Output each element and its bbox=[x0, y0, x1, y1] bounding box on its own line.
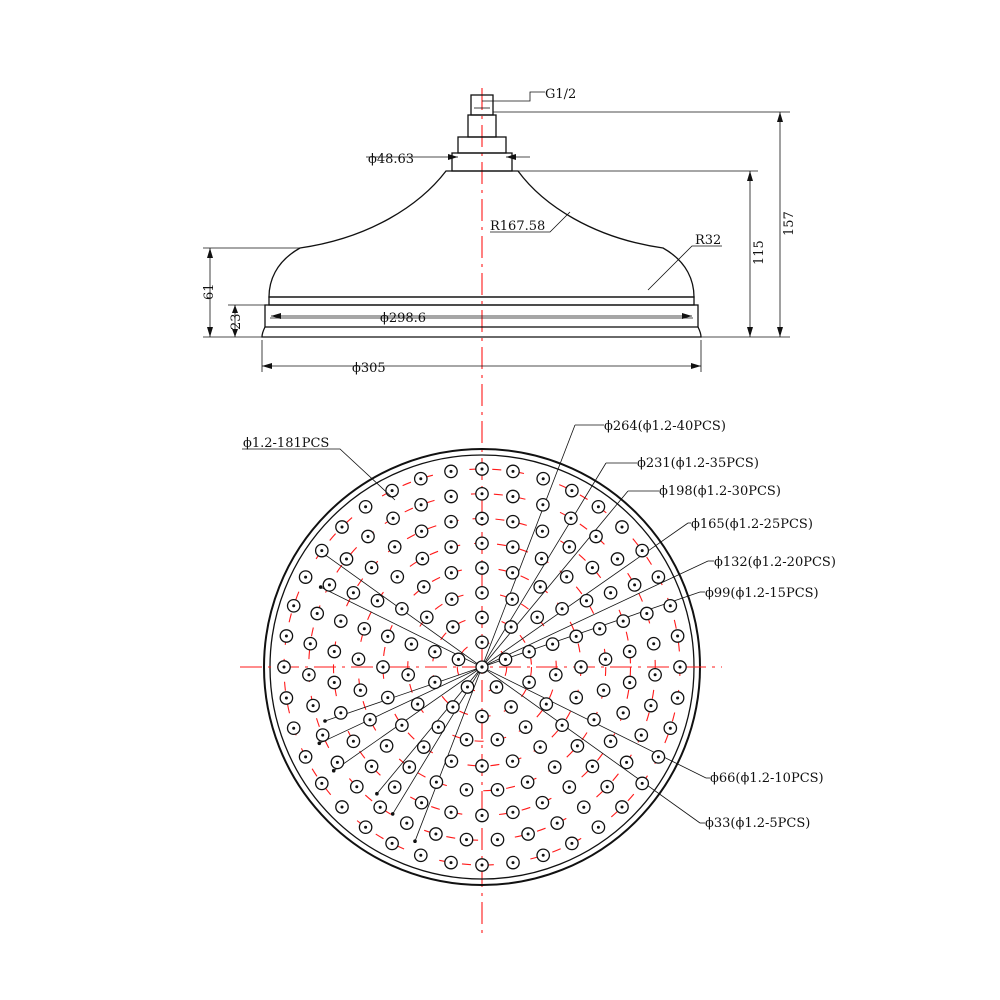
nozzle-dot-198-10 bbox=[609, 740, 612, 743]
nozzle-dot-99-4 bbox=[554, 673, 557, 676]
nozzle-dot-165-4 bbox=[585, 599, 588, 602]
nozzle-dot-132-4 bbox=[575, 635, 578, 638]
nozzle-dot-231-18 bbox=[465, 838, 468, 841]
nozzle-dot-66-1 bbox=[510, 626, 513, 629]
nozzle-dot-165-18 bbox=[359, 689, 362, 692]
nozzle-dot-231-4 bbox=[595, 535, 598, 538]
nozzle-dot-198-0 bbox=[481, 517, 484, 520]
side-height-dimension bbox=[202, 248, 300, 337]
nozzle-dot-264-8 bbox=[669, 604, 672, 607]
nozzle-dot-165-9 bbox=[576, 744, 579, 747]
total-holes-label: ϕ1.2-181PCS bbox=[243, 436, 330, 451]
nozzle-dot-66-9 bbox=[451, 626, 454, 629]
nozzle-dot-198-1 bbox=[511, 520, 514, 523]
nozzle-dot-231-19 bbox=[434, 833, 437, 836]
nozzle-dot-198-26 bbox=[370, 566, 373, 569]
nozzle-dot-198-5 bbox=[609, 591, 612, 594]
nozzle-dot-165-7 bbox=[602, 689, 605, 692]
nozzle-dot-198-20 bbox=[352, 740, 355, 743]
nozzle-dot-264-5 bbox=[621, 526, 624, 529]
nozzle-dot-231-9 bbox=[654, 673, 657, 676]
nozzle-dot-264-30 bbox=[283, 666, 286, 669]
nozzle-dot-66-6 bbox=[451, 706, 454, 709]
nozzle-dot-66-0 bbox=[481, 616, 484, 619]
nozzle-dot-231-0 bbox=[481, 492, 484, 495]
leader-arrow-66 bbox=[319, 585, 323, 589]
nozzle-dot-99-6 bbox=[524, 726, 527, 729]
nozzle-dot-66-3 bbox=[528, 681, 531, 684]
nozzle-dot-264-32 bbox=[292, 604, 295, 607]
nozzle-dot-198-27 bbox=[393, 545, 396, 548]
nozzle-dot-99-13 bbox=[425, 616, 428, 619]
nozzle-dot-264-27 bbox=[304, 755, 307, 758]
thread-dimension bbox=[482, 87, 790, 112]
nozzle-dot-264-24 bbox=[364, 826, 367, 829]
nozzle-dot-132-17 bbox=[400, 607, 403, 610]
nozzle-dot-165-24 bbox=[450, 546, 453, 549]
nozzle-dot-165-22 bbox=[396, 575, 399, 578]
nozzle-dot-132-15 bbox=[382, 666, 385, 669]
nozzle-dot-132-8 bbox=[539, 746, 542, 749]
nozzle-dot-99-2 bbox=[536, 616, 539, 619]
dome-radius-label: R167.58 bbox=[490, 219, 546, 234]
nozzle-dot-165-17 bbox=[369, 718, 372, 721]
nozzle-dot-264-25 bbox=[341, 806, 344, 809]
nozzle-dot-165-16 bbox=[385, 744, 388, 747]
nozzle-dot-165-0 bbox=[481, 542, 484, 545]
center-nozzle-dot bbox=[480, 665, 483, 668]
nozzle-dot-231-15 bbox=[556, 822, 559, 825]
nozzle-dot-264-11 bbox=[676, 697, 679, 700]
nozzle-dot-132-18 bbox=[422, 585, 425, 588]
nozzle-dot-66-2 bbox=[528, 650, 531, 653]
nozzle-dot-264-36 bbox=[364, 505, 367, 508]
nozzle-dot-264-6 bbox=[641, 549, 644, 552]
nozzle-dot-132-13 bbox=[400, 724, 403, 727]
nozzle-dot-264-38 bbox=[419, 477, 422, 480]
nozzle-dot-198-21 bbox=[339, 711, 342, 714]
total-height-label: 157 bbox=[782, 211, 797, 236]
leader-line-132 bbox=[319, 561, 708, 743]
nozzle-dot-99-14 bbox=[450, 598, 453, 601]
total-holes-callout bbox=[242, 436, 395, 500]
ring-callouts bbox=[604, 419, 836, 831]
nozzle-dot-165-19 bbox=[357, 658, 360, 661]
nozzle-dot-264-35 bbox=[341, 526, 344, 529]
nozzle-dot-99-11 bbox=[407, 673, 410, 676]
rim-diameter-label: ϕ298.6 bbox=[380, 311, 427, 326]
nozzle-dot-99-5 bbox=[545, 703, 548, 706]
nozzle-dot-66-5 bbox=[481, 715, 484, 718]
nozzle-dot-231-5 bbox=[616, 558, 619, 561]
nozzle-dot-66-4 bbox=[510, 706, 513, 709]
nozzle-dot-231-17 bbox=[496, 838, 499, 841]
nozzle-dot-264-10 bbox=[679, 666, 682, 669]
nozzle-dot-231-14 bbox=[582, 806, 585, 809]
nozzle-dot-33-3 bbox=[466, 686, 469, 689]
nozzle-dot-264-7 bbox=[657, 576, 660, 579]
nozzle-dot-231-30 bbox=[345, 558, 348, 561]
nozzle-dot-198-19 bbox=[370, 765, 373, 768]
nozzle-dot-231-10 bbox=[649, 704, 652, 707]
nozzle-dot-198-23 bbox=[333, 650, 336, 653]
leader-arrow-264 bbox=[413, 839, 417, 843]
nozzle-dot-264-3 bbox=[570, 489, 573, 492]
nozzle-dot-165-21 bbox=[376, 599, 379, 602]
total-height-dimension bbox=[701, 112, 797, 337]
nozzle-dot-165-2 bbox=[540, 557, 543, 560]
nozzle-dot-132-19 bbox=[450, 571, 453, 574]
nozzle-dot-132-14 bbox=[386, 696, 389, 699]
nozzle-dot-198-14 bbox=[511, 811, 514, 814]
nozzle-dot-264-33 bbox=[304, 576, 307, 579]
nozzle-dot-264-19 bbox=[512, 861, 515, 864]
nozzle-dot-132-2 bbox=[539, 585, 542, 588]
nozzle-dot-198-6 bbox=[622, 620, 625, 623]
ring-label-264: ϕ264(ϕ1.2-40PCS) bbox=[604, 419, 726, 434]
nozzle-dot-264-21 bbox=[450, 861, 453, 864]
nozzle-dot-264-13 bbox=[657, 755, 660, 758]
side-view bbox=[202, 87, 797, 935]
ring-label-165: ϕ165(ϕ1.2-25PCS) bbox=[691, 517, 813, 532]
nozzle-dot-198-25 bbox=[352, 591, 355, 594]
rim-height-label: 23 bbox=[229, 313, 244, 330]
nozzle-dot-132-0 bbox=[481, 567, 484, 570]
nozzle-dot-33-4 bbox=[457, 658, 460, 661]
nozzle-dot-198-11 bbox=[591, 765, 594, 768]
nozzle-dot-264-1 bbox=[512, 470, 515, 473]
nozzle-dot-198-12 bbox=[568, 786, 571, 789]
nozzle-dot-132-1 bbox=[511, 571, 514, 574]
nozzle-dot-198-16 bbox=[450, 811, 453, 814]
ring-label-198: ϕ198(ϕ1.2-30PCS) bbox=[659, 484, 781, 499]
nozzle-dot-165-11 bbox=[526, 781, 529, 784]
nozzle-dot-231-25 bbox=[312, 704, 315, 707]
nozzle-dot-264-0 bbox=[481, 468, 484, 471]
nozzle-dot-264-2 bbox=[542, 477, 545, 480]
nozzle-dot-132-6 bbox=[575, 696, 578, 699]
leader-arrow-231 bbox=[391, 812, 395, 816]
nozzle-dot-231-6 bbox=[633, 583, 636, 586]
nozzle-dot-66-8 bbox=[433, 650, 436, 653]
ring-label-33: ϕ33(ϕ1.2-5PCS) bbox=[705, 816, 811, 831]
nozzle-dot-99-12 bbox=[410, 643, 413, 646]
thread-label: G1/2 bbox=[545, 87, 577, 102]
ring-label-66: ϕ66(ϕ1.2-10PCS) bbox=[710, 771, 824, 786]
nozzle-dot-33-1 bbox=[504, 658, 507, 661]
nozzle-dot-99-9 bbox=[437, 726, 440, 729]
neck-diameter-dimension bbox=[366, 152, 530, 167]
nozzle-dot-231-31 bbox=[367, 535, 370, 538]
nozzle-dot-132-3 bbox=[561, 607, 564, 610]
nozzle-dot-264-12 bbox=[669, 727, 672, 730]
nozzle-dot-198-22 bbox=[333, 681, 336, 684]
nozzle-dot-165-8 bbox=[593, 718, 596, 721]
leader-arrow-198 bbox=[375, 792, 379, 796]
nozzle-dot-231-7 bbox=[645, 612, 648, 615]
nozzle-dot-99-0 bbox=[481, 591, 484, 594]
nozzle-dot-231-22 bbox=[355, 785, 358, 788]
nozzle-dot-264-4 bbox=[597, 505, 600, 508]
nozzle-dot-198-4 bbox=[591, 566, 594, 569]
nozzle-dot-264-23 bbox=[391, 842, 394, 845]
nozzle-dot-132-11 bbox=[450, 760, 453, 763]
nozzle-dot-198-24 bbox=[339, 620, 342, 623]
nozzle-dot-231-1 bbox=[511, 495, 514, 498]
nozzle-dot-132-12 bbox=[422, 746, 425, 749]
fillet-radius-label: R32 bbox=[695, 233, 722, 248]
nozzle-dot-231-26 bbox=[307, 673, 310, 676]
nozzle-dot-231-13 bbox=[606, 785, 609, 788]
leader-arrow-132 bbox=[318, 742, 322, 746]
nozzle-dot-264-9 bbox=[676, 635, 679, 638]
nozzle-dot-165-12 bbox=[496, 788, 499, 791]
nozzle-dot-198-7 bbox=[628, 650, 631, 653]
nozzle-dot-231-3 bbox=[569, 517, 572, 520]
side-height-label: 61 bbox=[202, 283, 217, 300]
nozzle-dot-231-16 bbox=[527, 833, 530, 836]
nozzle-dot-66-7 bbox=[433, 681, 436, 684]
ring-label-99: ϕ99(ϕ1.2-15PCS) bbox=[705, 586, 819, 601]
leader-arrow-165 bbox=[332, 769, 336, 773]
ring-label-231: ϕ231(ϕ1.2-35PCS) bbox=[637, 456, 759, 471]
nozzle-dot-132-9 bbox=[511, 760, 514, 763]
nozzle-dot-165-20 bbox=[363, 627, 366, 630]
nozzle-dot-264-28 bbox=[292, 727, 295, 730]
nozzle-dot-231-21 bbox=[379, 806, 382, 809]
nozzle-dot-264-20 bbox=[481, 864, 484, 867]
nozzle-dot-264-26 bbox=[320, 782, 323, 785]
nozzle-dot-198-2 bbox=[541, 530, 544, 533]
nozzle-dot-231-24 bbox=[321, 734, 324, 737]
nozzle-dot-231-29 bbox=[328, 583, 331, 586]
nozzle-dot-99-1 bbox=[511, 598, 514, 601]
nozzle-dot-198-13 bbox=[541, 801, 544, 804]
nozzle-dot-231-8 bbox=[652, 642, 655, 645]
nozzle-dot-132-16 bbox=[386, 635, 389, 638]
dome-radius-dimension bbox=[490, 212, 570, 234]
nozzle-dot-264-14 bbox=[641, 782, 644, 785]
nozzle-dot-264-37 bbox=[391, 489, 394, 492]
base-diameter-label: ϕ305 bbox=[352, 361, 386, 376]
nozzle-dot-231-27 bbox=[309, 642, 312, 645]
nozzle-dot-99-7 bbox=[496, 738, 499, 741]
nozzle-dot-198-29 bbox=[450, 520, 453, 523]
nozzle-dot-165-14 bbox=[435, 781, 438, 784]
nozzle-dot-264-22 bbox=[419, 854, 422, 857]
nozzle-dot-198-3 bbox=[568, 545, 571, 548]
nozzle-dot-231-11 bbox=[640, 734, 643, 737]
nozzle-dot-198-9 bbox=[622, 711, 625, 714]
nozzle-dot-165-13 bbox=[465, 788, 468, 791]
leader-arrow-99 bbox=[323, 719, 327, 723]
nozzle-dot-198-17 bbox=[420, 801, 423, 804]
nozzle-dot-165-5 bbox=[598, 627, 601, 630]
nozzle-dot-231-28 bbox=[316, 612, 319, 615]
nozzle-dot-99-8 bbox=[465, 738, 468, 741]
fillet-radius-dimension bbox=[648, 233, 722, 290]
nozzle-dot-198-8 bbox=[628, 681, 631, 684]
nozzle-dot-132-7 bbox=[561, 724, 564, 727]
nozzle-dot-231-12 bbox=[625, 761, 628, 764]
nozzle-dot-33-0 bbox=[481, 641, 484, 644]
nozzle-dot-165-23 bbox=[421, 557, 424, 560]
nozzle-dot-165-15 bbox=[408, 766, 411, 769]
nozzle-dot-198-15 bbox=[481, 814, 484, 817]
nozzle-dot-198-28 bbox=[420, 530, 423, 533]
body-height-dimension bbox=[518, 171, 767, 337]
nozzle-dot-264-18 bbox=[542, 854, 545, 857]
nozzle-dot-264-31 bbox=[285, 635, 288, 638]
nozzle-dot-99-3 bbox=[551, 643, 554, 646]
body-height-label: 115 bbox=[752, 240, 767, 265]
nozzle-dot-165-1 bbox=[511, 546, 514, 549]
nozzle-dot-165-10 bbox=[553, 766, 556, 769]
nozzle-dot-264-15 bbox=[621, 806, 624, 809]
nozzle-dot-231-34 bbox=[450, 495, 453, 498]
nozzle-dot-264-39 bbox=[450, 470, 453, 473]
nozzle-dot-132-5 bbox=[580, 666, 583, 669]
nozzle-dot-165-3 bbox=[565, 575, 568, 578]
nozzle-dot-33-2 bbox=[495, 686, 498, 689]
nozzle-dot-231-33 bbox=[420, 503, 423, 506]
nozzle-dot-231-32 bbox=[392, 517, 395, 520]
neck-diameter-label: ϕ48.63 bbox=[368, 152, 415, 167]
rim-height-dimension bbox=[228, 305, 265, 337]
nozzle-dot-132-10 bbox=[481, 765, 484, 768]
face-view bbox=[240, 419, 836, 885]
nozzle-dot-264-16 bbox=[597, 826, 600, 829]
nozzle-dot-264-34 bbox=[320, 549, 323, 552]
nozzle-dot-231-23 bbox=[336, 761, 339, 764]
ring-leaders bbox=[318, 425, 715, 843]
nozzle-dot-165-6 bbox=[604, 658, 607, 661]
nozzle-dot-231-20 bbox=[405, 822, 408, 825]
nozzle-dot-264-17 bbox=[570, 842, 573, 845]
nozzle-dot-198-18 bbox=[393, 786, 396, 789]
nozzle-dot-231-2 bbox=[541, 503, 544, 506]
nozzle-dot-264-29 bbox=[285, 697, 288, 700]
nozzle-dot-99-10 bbox=[416, 703, 419, 706]
ring-label-132: ϕ132(ϕ1.2-20PCS) bbox=[714, 555, 836, 570]
